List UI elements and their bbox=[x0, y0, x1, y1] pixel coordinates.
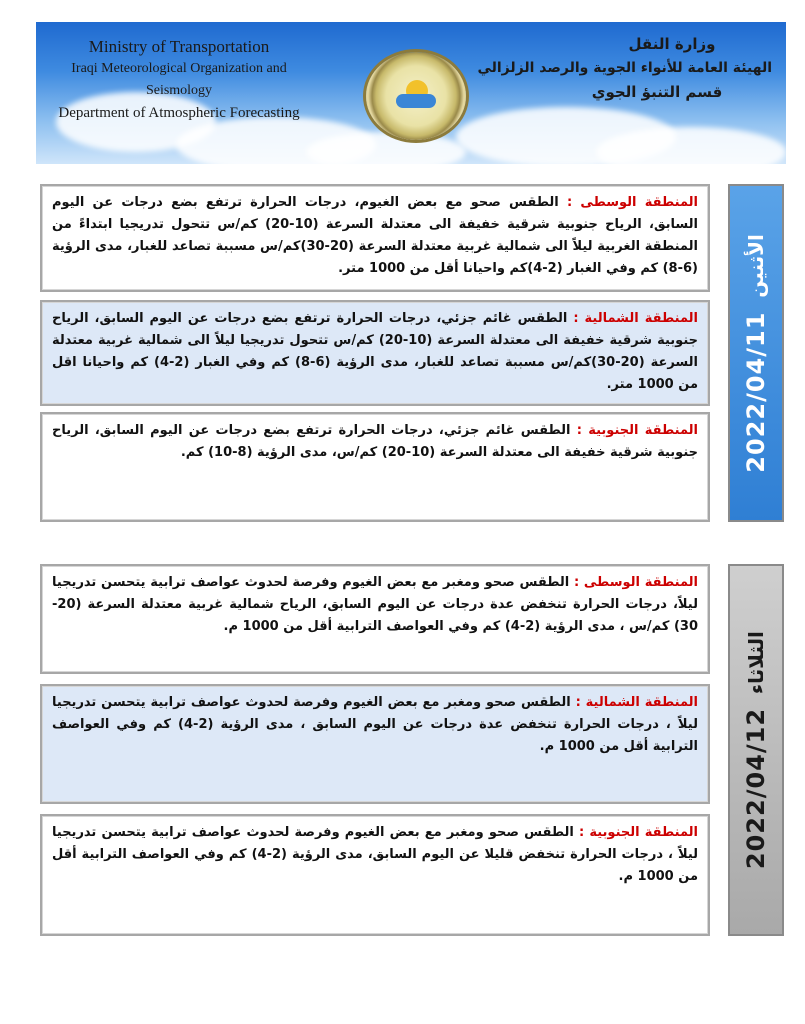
forecast-text: الطقس صحو ومغبر مع بعض الغيوم وفرصة لحدوث عواصف ترابية يتحسن تدريجيا ليلاً، درجات الحرارة تنخفض عدة درجات عن اليوم السابق، الرياح شمالية غربية معتدلة السرعة (20-30) كم/س ، مدى الرؤية (2-4) كم وفي العواصف الترابية أقل من 1000 م. bbox=[52, 575, 698, 634]
cloud-icon bbox=[396, 94, 436, 108]
region-name: المنطقة الوسطى : bbox=[573, 575, 698, 590]
forecast-date: 2022/04/11 bbox=[742, 311, 770, 473]
forecast-box-north bbox=[40, 684, 710, 804]
organization-en: Iraqi Meteorological Organization and Seismology bbox=[71, 61, 287, 98]
arabic-heading bbox=[472, 32, 772, 104]
department-en: Department of Atmospheric Forecasting bbox=[58, 105, 300, 121]
day-label-tuesday bbox=[728, 564, 784, 936]
day-label-monday bbox=[728, 184, 784, 522]
forecast-text: الطقس غائم جزئي، درجات الحرارة ترتفع بضع درجات عن اليوم السابق، الرياح جنوبية شرقية خفيفة الى معتدلة السرعة (10-20) كم/س تتحول تدريجيا ليلاً الى شمالية غربية معتدلة السرعة (20-30)كم/س مسببة تصاعد للغبار، مدى الرؤية (6-8) كم وفي الغبار (2-4) كم واحيانا اقل من 1000 متر. bbox=[52, 311, 698, 392]
forecast-date: 2022/04/12 bbox=[742, 707, 770, 870]
forecast-box-south bbox=[40, 412, 710, 522]
organization-logo bbox=[366, 52, 466, 140]
forecast-box-central bbox=[40, 184, 710, 292]
region-name: المنطقة الشمالية : bbox=[573, 311, 699, 326]
forecast-text: الطقس غائم جزئي، درجات الحرارة ترتفع بضع درجات عن اليوم السابق، الرياح جنوبية شرقية خفيفة الى معتدلة السرعة (10-20) كم/س، مدى الرؤية (8-10) كم. bbox=[52, 423, 698, 460]
header-banner bbox=[36, 22, 786, 164]
forecast-text: الطقس صحو مع بعض الغيوم، درجات الحرارة ترتفع بضع درجات عن اليوم السابق، الرياح جنوبية شرقية خفيفة الى معتدلة السرعة (10-20) كم/س تتحول تدريجيا ابتداءً من المنطقة الغربية ليلاً الى شمالية غربية معتدلة السرعة (20-30)كم/س مسببة تصاعد للغبار، مدى الرؤية (6-8) كم وفي الغبار (2-4)كم واحيانا أقل من 1000 متر. bbox=[52, 195, 698, 276]
forecast-box-south bbox=[40, 814, 710, 936]
forecast-box-central bbox=[40, 564, 710, 674]
english-heading bbox=[44, 36, 314, 124]
ministry-en: Ministry of Transportation bbox=[88, 37, 270, 56]
forecast-text: الطقس صحو ومغبر مع بعض الغيوم وفرصة لحدوث عواصف ترابية يتحسن تدريجيا ليلاً ، درجات الحرارة تنخفض قليلا عن اليوم السابق، مدى الرؤية (2-4) كم وفي العواصف الترابية أقل من 1000 م. bbox=[52, 825, 699, 884]
forecast-box-north bbox=[40, 300, 710, 406]
forecast-text: الطقس صحو ومغبر مع بعض الغيوم وفرصة لحدوث عواصف ترابية يتحسن تدريجيا ليلاً ، درجات الحرارة تنخفض عدة درجات عن اليوم السابق ، مدى الرؤية (2-4) كم وفي العواصف الترابية أقل من 1000 م. bbox=[52, 695, 698, 754]
region-name: المنطقة الجنوبية : bbox=[578, 825, 698, 840]
ministry-ar: وزارة النقل bbox=[628, 35, 716, 53]
region-name: المنطقة الشمالية : bbox=[575, 695, 699, 710]
forecast-day: الأثنين bbox=[744, 233, 768, 298]
region-name: المنطقة الجنوبية : bbox=[576, 423, 698, 438]
forecast-day: الثلاثاء bbox=[744, 630, 768, 694]
organization-ar: الهيئة العامة للأنواء الجوية والرصد الزلزالي bbox=[477, 60, 772, 76]
region-name: المنطقة الوسطى : bbox=[566, 195, 698, 210]
department-ar: قسم التنبؤ الجوي bbox=[591, 83, 723, 101]
